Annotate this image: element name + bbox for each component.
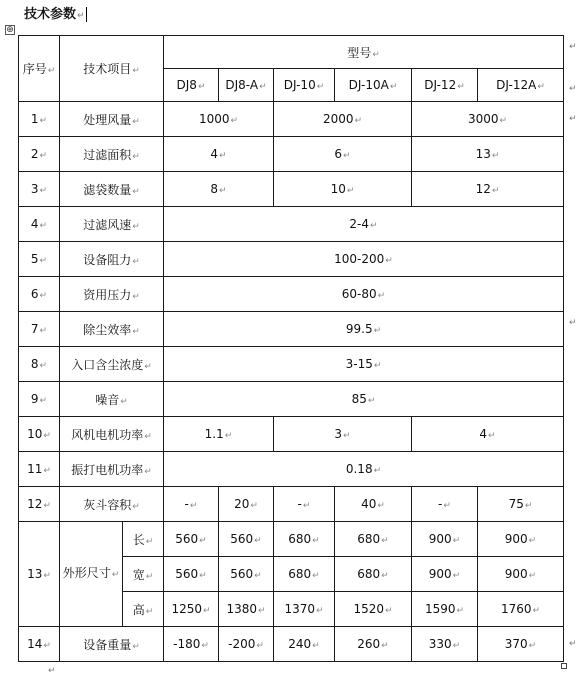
value-cell[interactable]: 1760↵	[478, 592, 564, 627]
header-no-cell[interactable]: 序号↵	[19, 36, 60, 102]
text-cursor	[86, 7, 87, 22]
value-cell[interactable]: 1590↵	[412, 592, 478, 627]
value-cell[interactable]: 680↵	[335, 557, 412, 592]
title-text: 技术参数	[24, 7, 77, 22]
row-item-cell[interactable]: 外形尺寸↵	[60, 522, 123, 627]
value-cell[interactable]: 4↵	[412, 417, 564, 452]
value-cell[interactable]: 1000↵	[164, 102, 274, 137]
table-row	[19, 277, 564, 312]
value-cell[interactable]: 1370↵	[274, 592, 335, 627]
row-item-cell[interactable]: 设备重量↵	[60, 627, 164, 662]
value-cell[interactable]: 240↵	[274, 627, 335, 662]
row-number-cell[interactable]: 14↵	[19, 627, 60, 662]
model-cell[interactable]: DJ8-A↵	[219, 69, 274, 102]
header-item-text: 技术项目	[83, 62, 132, 76]
table-row	[19, 522, 564, 557]
row-number-cell[interactable]: 9↵	[19, 382, 60, 417]
value-cell[interactable]: -↵	[412, 487, 478, 522]
row-item-cell[interactable]: 入口含尘浓度↵	[60, 347, 164, 382]
value-cell[interactable]: 370↵	[478, 627, 564, 662]
model-cell[interactable]: DJ-10A↵	[335, 69, 412, 102]
header-model-text: 型号	[347, 45, 372, 60]
value-cell[interactable]: 75↵	[478, 487, 564, 522]
model-name: DJ-10	[283, 78, 316, 92]
value-cell[interactable]: 900↵	[412, 522, 478, 557]
model-cell[interactable]: DJ-12A↵	[478, 69, 564, 102]
model-cell[interactable]: DJ-12↵	[412, 69, 478, 102]
value-cell[interactable]: 1.1↵	[164, 417, 274, 452]
row-number-cell[interactable]: 8↵	[19, 347, 60, 382]
model-cell[interactable]: DJ-10↵	[274, 69, 335, 102]
document-title	[24, 3, 87, 22]
model-name: DJ8	[176, 78, 197, 92]
value-cell[interactable]: 680↵	[274, 557, 335, 592]
value-cell[interactable]: 10↵	[274, 172, 412, 207]
value-cell[interactable]: 1380↵	[219, 592, 274, 627]
value-cell[interactable]: 330↵	[412, 627, 478, 662]
dimension-label-cell[interactable]: 长↵	[123, 522, 164, 557]
value-cell[interactable]: -↵	[274, 487, 335, 522]
value-cell[interactable]: 12↵	[412, 172, 564, 207]
header-no-text: 序号	[22, 62, 47, 76]
table-row	[19, 417, 564, 452]
row-number-cell[interactable]: 3↵	[19, 172, 60, 207]
value-cell[interactable]: 3↵	[274, 417, 412, 452]
table-move-handle-icon[interactable]: ⊕	[6, 25, 14, 35]
table-row	[19, 312, 564, 347]
value-cell[interactable]: 900↵	[478, 557, 564, 592]
model-name: DJ-12	[424, 78, 457, 92]
table-row	[19, 627, 564, 662]
table-header-row	[19, 36, 564, 69]
header-model-cell[interactable]: 型号↵	[164, 36, 564, 69]
value-cell[interactable]: 900↵	[478, 522, 564, 557]
table-resize-handle-icon[interactable]	[561, 663, 567, 669]
row-number-cell[interactable]: 11↵	[19, 452, 60, 487]
value-cell[interactable]: 99.5↵	[164, 312, 564, 347]
header-item-cell[interactable]: 技术项目↵	[60, 36, 164, 102]
dimension-label-cell[interactable]: 高↵	[123, 592, 164, 627]
end-of-row-mark: ↵	[569, 318, 577, 328]
spec-table	[18, 35, 564, 662]
value-cell[interactable]: -200↵	[219, 627, 274, 662]
row-number-cell[interactable]: 1↵	[19, 102, 60, 137]
value-cell[interactable]: 6↵	[274, 137, 412, 172]
paragraph-mark: ↵	[77, 11, 85, 21]
value-cell[interactable]: 4↵	[164, 137, 274, 172]
end-of-row-mark: ↵	[569, 42, 577, 52]
row-number-cell[interactable]: 5↵	[19, 242, 60, 277]
table-row	[19, 487, 564, 522]
row-number-cell[interactable]: 4↵	[19, 207, 60, 242]
value-cell[interactable]: 560↵	[164, 522, 219, 557]
row-number-cell[interactable]: 6↵	[19, 277, 60, 312]
row-item-cell[interactable]: 滤袋数量↵	[60, 172, 164, 207]
value-cell[interactable]: 40↵	[335, 487, 412, 522]
row-item-cell[interactable]: 除尘效率↵	[60, 312, 164, 347]
value-cell[interactable]: -180↵	[164, 627, 219, 662]
value-cell[interactable]: 1520↵	[335, 592, 412, 627]
row-item-cell[interactable]: 噪音↵	[60, 382, 164, 417]
row-number-cell[interactable]: 12↵	[19, 487, 60, 522]
value-cell[interactable]: 1250↵	[164, 592, 219, 627]
value-cell[interactable]: 8↵	[164, 172, 274, 207]
value-cell[interactable]: 900↵	[412, 557, 478, 592]
value-cell[interactable]: 560↵	[164, 557, 219, 592]
value-cell[interactable]: 680↵	[274, 522, 335, 557]
model-cell[interactable]: DJ8↵	[164, 69, 219, 102]
row-item-cell[interactable]: 振打电机功率↵	[60, 452, 164, 487]
table-row	[19, 172, 564, 207]
value-cell[interactable]: 680↵	[335, 522, 412, 557]
value-cell[interactable]: 2-4↵	[164, 207, 564, 242]
row-number-cell[interactable]: 7↵	[19, 312, 60, 347]
value-cell[interactable]: -↵	[164, 487, 219, 522]
value-cell[interactable]: 60-80↵	[164, 277, 564, 312]
end-of-row-mark: ↵	[569, 639, 577, 649]
row-number-cell[interactable]: 13↵	[19, 522, 60, 627]
model-name: DJ-10A	[348, 78, 389, 92]
model-name: DJ8-A	[225, 78, 259, 92]
row-item-cell[interactable]: 灰斗容积↵	[60, 487, 164, 522]
end-of-row-mark: ↵	[569, 84, 577, 94]
row-item-cell[interactable]: 资用压力↵	[60, 277, 164, 312]
value-cell[interactable]: 20↵	[219, 487, 274, 522]
row-item-cell[interactable]: 处理风量↵	[60, 102, 164, 137]
table-row	[19, 207, 564, 242]
table-row	[19, 137, 564, 172]
row-item-cell[interactable]: 设备阻力↵	[60, 242, 164, 277]
row-number-cell[interactable]: 10↵	[19, 417, 60, 452]
value-cell[interactable]: 13↵	[412, 137, 564, 172]
value-cell[interactable]: 3-15↵	[164, 347, 564, 382]
value-cell[interactable]: 2000↵	[274, 102, 412, 137]
value-cell[interactable]: 0.18↵	[164, 452, 564, 487]
value-cell[interactable]: 100-200↵	[164, 242, 564, 277]
paragraph-mark: ↵	[48, 666, 56, 676]
table-row	[19, 452, 564, 487]
row-item-cell[interactable]: 过滤面积↵	[60, 137, 164, 172]
value-cell[interactable]: 3000↵	[412, 102, 564, 137]
row-item-cell[interactable]: 过滤风速↵	[60, 207, 164, 242]
model-name: DJ-12A	[496, 78, 537, 92]
table-row	[19, 102, 564, 137]
value-cell[interactable]: 560↵	[219, 557, 274, 592]
table-row	[19, 242, 564, 277]
row-number-cell[interactable]: 2↵	[19, 137, 60, 172]
value-cell[interactable]: 560↵	[219, 522, 274, 557]
dimension-label-cell[interactable]: 宽↵	[123, 557, 164, 592]
value-cell[interactable]: 260↵	[335, 627, 412, 662]
table-row	[19, 382, 564, 417]
row-item-cell[interactable]: 风机电机功率↵	[60, 417, 164, 452]
table-row	[19, 347, 564, 382]
value-cell[interactable]: 85↵	[164, 382, 564, 417]
end-of-row-mark: ↵	[569, 114, 577, 124]
